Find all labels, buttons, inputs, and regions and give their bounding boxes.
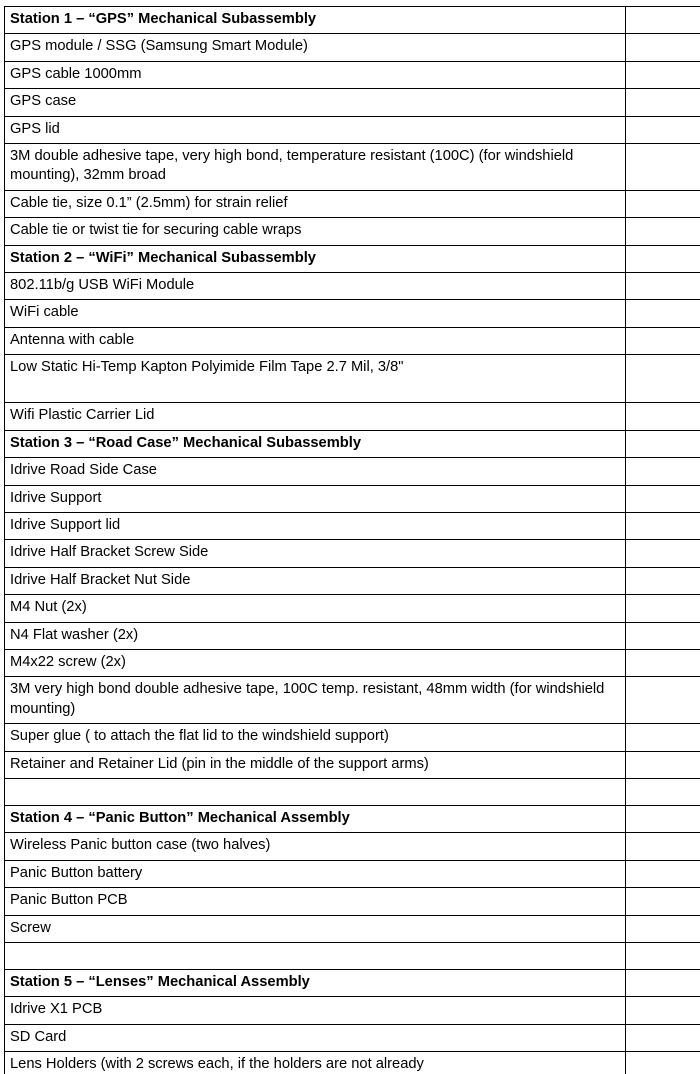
table-section-header-row: [5, 430, 700, 457]
item-quantity-cell[interactable]: [626, 403, 700, 430]
item-description-cell: Wireless Panic button case (two halves): [5, 833, 626, 860]
item-quantity-cell[interactable]: [626, 245, 700, 272]
item-quantity-cell[interactable]: [626, 567, 700, 594]
item-quantity-cell[interactable]: [626, 7, 700, 34]
item-quantity-cell[interactable]: [626, 622, 700, 649]
section-title-cell: Station 4 – “Panic Button” Mechanical Assembly: [5, 805, 626, 832]
table-row: [5, 273, 700, 300]
item-description-cell: N4 Flat washer (2x): [5, 622, 626, 649]
item-quantity-cell[interactable]: [626, 485, 700, 512]
table-row: [5, 860, 700, 887]
table-row: [5, 89, 700, 116]
table-section-header-row: [5, 805, 700, 832]
item-description-cell: Lens Holders (with 2 screws each, if the holders are not already: [5, 1052, 626, 1074]
item-description-cell: GPS cable 1000mm: [5, 61, 626, 88]
item-quantity-cell[interactable]: [626, 218, 700, 245]
item-description-cell: GPS case: [5, 89, 626, 116]
item-quantity-cell[interactable]: [626, 970, 700, 997]
table-row: [5, 751, 700, 778]
item-quantity-cell[interactable]: [626, 116, 700, 143]
item-description-cell: Idrive X1 PCB: [5, 997, 626, 1024]
table-row: [5, 300, 700, 327]
item-description-cell: WiFi cable: [5, 300, 626, 327]
table-row: [5, 567, 700, 594]
item-description-cell: GPS lid: [5, 116, 626, 143]
item-description-cell: SD Card: [5, 1024, 626, 1051]
item-description-cell: Cable tie or twist tie for securing cable wraps: [5, 218, 626, 245]
table-row: [5, 458, 700, 485]
table-row: [5, 622, 700, 649]
item-description-cell: 3M double adhesive tape, very high bond, temperature resistant (100C) (for windshield mounting), 32mm broad: [5, 144, 626, 191]
table-body: [5, 7, 700, 1074]
section-title-cell: Station 2 – “WiFi” Mechanical Subassembly: [5, 245, 626, 272]
table-section-header-row: [5, 7, 700, 34]
item-quantity-cell[interactable]: [626, 778, 700, 805]
item-description-cell: Low Static Hi-Temp Kapton Polyimide Film Tape 2.7 Mil, 3/8": [5, 355, 626, 403]
item-quantity-cell[interactable]: [626, 860, 700, 887]
item-quantity-cell[interactable]: [626, 458, 700, 485]
table-row: [5, 61, 700, 88]
item-quantity-cell[interactable]: [626, 300, 700, 327]
section-title-cell: Station 3 – “Road Case” Mechanical Subassembly: [5, 430, 626, 457]
table-row: [5, 485, 700, 512]
table-row: [5, 677, 700, 724]
item-quantity-cell[interactable]: [626, 751, 700, 778]
section-title-cell: Station 5 – “Lenses” Mechanical Assembly: [5, 970, 626, 997]
table-row: [5, 997, 700, 1024]
item-description-cell: Panic Button PCB: [5, 888, 626, 915]
item-quantity-cell[interactable]: [626, 888, 700, 915]
item-quantity-cell[interactable]: [626, 997, 700, 1024]
item-description-cell: GPS module / SSG (Samsung Smart Module): [5, 34, 626, 61]
item-description-cell: M4x22 screw (2x): [5, 649, 626, 676]
item-quantity-cell[interactable]: [626, 327, 700, 354]
item-quantity-cell[interactable]: [626, 724, 700, 751]
item-description-cell: Panic Button battery: [5, 860, 626, 887]
bill-of-materials-table: [4, 6, 700, 1074]
table-row: [5, 724, 700, 751]
table-row: [5, 649, 700, 676]
item-quantity-cell[interactable]: [626, 833, 700, 860]
table-row: [5, 190, 700, 217]
item-quantity-cell[interactable]: [626, 915, 700, 942]
item-description-cell: Wifi Plastic Carrier Lid: [5, 403, 626, 430]
item-quantity-cell[interactable]: [626, 273, 700, 300]
table-row: [5, 915, 700, 942]
table-row: [5, 116, 700, 143]
section-title-cell: Station 1 – “GPS” Mechanical Subassembly: [5, 7, 626, 34]
table-row: [5, 144, 700, 191]
table-section-header-row: [5, 245, 700, 272]
item-description-cell: Cable tie, size 0.1” (2.5mm) for strain relief: [5, 190, 626, 217]
item-quantity-cell[interactable]: [626, 805, 700, 832]
table-row: [5, 1024, 700, 1051]
table-section-header-row: [5, 970, 700, 997]
item-description-cell: M4 Nut (2x): [5, 595, 626, 622]
table-row: [5, 355, 700, 403]
item-description-cell: 802.11b/g USB WiFi Module: [5, 273, 626, 300]
table-row: [5, 1052, 700, 1074]
table-row: [5, 218, 700, 245]
item-quantity-cell[interactable]: [626, 430, 700, 457]
item-quantity-cell[interactable]: [626, 540, 700, 567]
table-row: [5, 833, 700, 860]
table-row: [5, 327, 700, 354]
item-description-cell: [5, 943, 626, 970]
item-description-cell: Idrive Support: [5, 485, 626, 512]
table-row: [5, 34, 700, 61]
table-row: [5, 888, 700, 915]
table-spacer-row: [5, 778, 700, 805]
item-quantity-cell[interactable]: [626, 595, 700, 622]
item-description-cell: Idrive Half Bracket Screw Side: [5, 540, 626, 567]
table-spacer-row: [5, 943, 700, 970]
item-quantity-cell[interactable]: [626, 34, 700, 61]
table-row: [5, 512, 700, 539]
item-description-cell: Idrive Half Bracket Nut Side: [5, 567, 626, 594]
item-description-cell: [5, 778, 626, 805]
item-description-cell: Screw: [5, 915, 626, 942]
item-description-cell: Idrive Road Side Case: [5, 458, 626, 485]
table-row: [5, 595, 700, 622]
item-quantity-cell[interactable]: [626, 1024, 700, 1051]
item-quantity-cell[interactable]: [626, 355, 700, 403]
table-row: [5, 540, 700, 567]
item-quantity-cell[interactable]: [626, 61, 700, 88]
item-description-cell: Super glue ( to attach the flat lid to the windshield support): [5, 724, 626, 751]
item-description-cell: Antenna with cable: [5, 327, 626, 354]
item-description-cell: 3M very high bond double adhesive tape, 100C temp. resistant, 48mm width (for windshield mounting): [5, 677, 626, 724]
item-quantity-cell[interactable]: [626, 190, 700, 217]
item-quantity-cell[interactable]: [626, 677, 700, 724]
item-description-cell: Retainer and Retainer Lid (pin in the middle of the support arms): [5, 751, 626, 778]
item-quantity-cell[interactable]: [626, 89, 700, 116]
item-description-cell: Idrive Support lid: [5, 512, 626, 539]
table-row: [5, 403, 700, 430]
item-quantity-cell[interactable]: [626, 512, 700, 539]
item-quantity-cell[interactable]: [626, 943, 700, 970]
item-quantity-cell[interactable]: [626, 649, 700, 676]
item-quantity-cell[interactable]: [626, 144, 700, 191]
item-quantity-cell[interactable]: [626, 1052, 700, 1074]
